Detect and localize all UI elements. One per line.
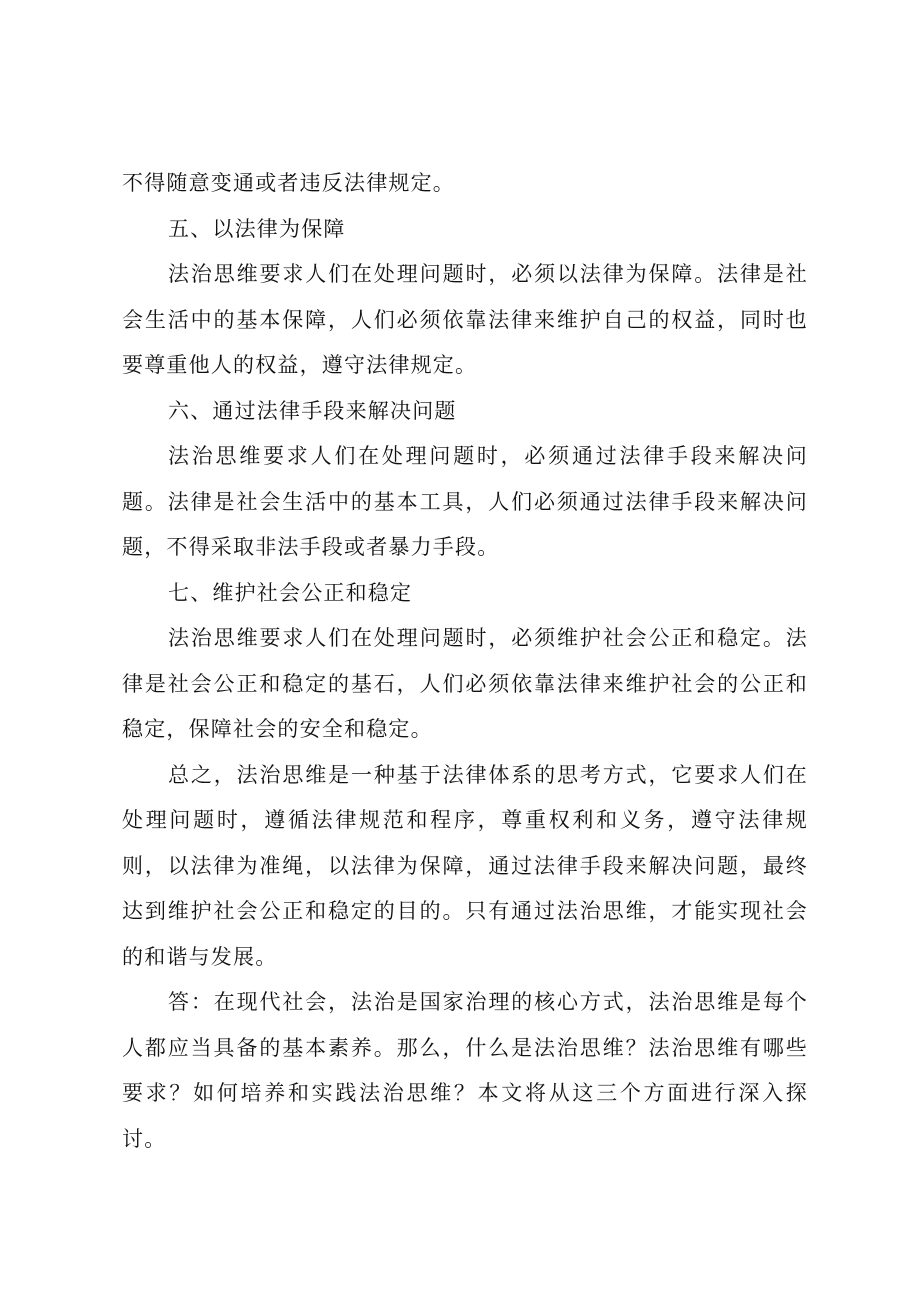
paragraph-summary: 总之，法治思维是一种基于法律体系的思考方式，它要求人们在处理问题时，遵循法律规范和程序，尊重权利和义务，遵守法律规则，以法律为准绳，以法律为保障，通过法律手段来解决问题，最终达到维护社会公正和稳定的目的。只有通过法治思维，才能实现社会的和谐与发展。 — [122, 762, 808, 969]
paragraph-section-7: 法治思维要求人们在处理问题时，必须维护社会公正和稳定。法律是社会公正和稳定的基石，人们必须依靠法律来维护社会的公正和稳定，保障社会的安全和稳定。 — [122, 626, 808, 741]
document-body — [122, 161, 808, 1162]
section-heading-7: 七、维护社会公正和稳定 — [168, 580, 413, 605]
paragraph-continuation: 不得随意变通或者违反法律规定。 — [122, 171, 455, 195]
section-heading-5: 五、以法律为保障 — [168, 216, 346, 241]
paragraph-section-5: 法治思维要求人们在处理问题时，必须以法律为保障。法律是社会生活中的基本保障，人们必须依靠法律来维护自己的权益，同时也要尊重他人的权益，遵守法律规定。 — [122, 262, 808, 377]
paragraph-section-6: 法治思维要求人们在处理问题时，必须通过法律手段来解决问题。法律是社会生活中的基本工具，人们必须通过法律手段来解决问题，不得采取非法手段或者暴力手段。 — [122, 444, 808, 559]
paragraph-answer: 答：在现代社会，法治是国家治理的核心方式，法治思维是每个人都应当具备的基本素养。那么，什么是法治思维？法治思维有哪些要求？如何培养和实践法治思维？本文将从这三个方面进行深入探讨。 — [122, 990, 808, 1151]
section-heading-6: 六、通过法律手段来解决问题 — [168, 398, 457, 423]
